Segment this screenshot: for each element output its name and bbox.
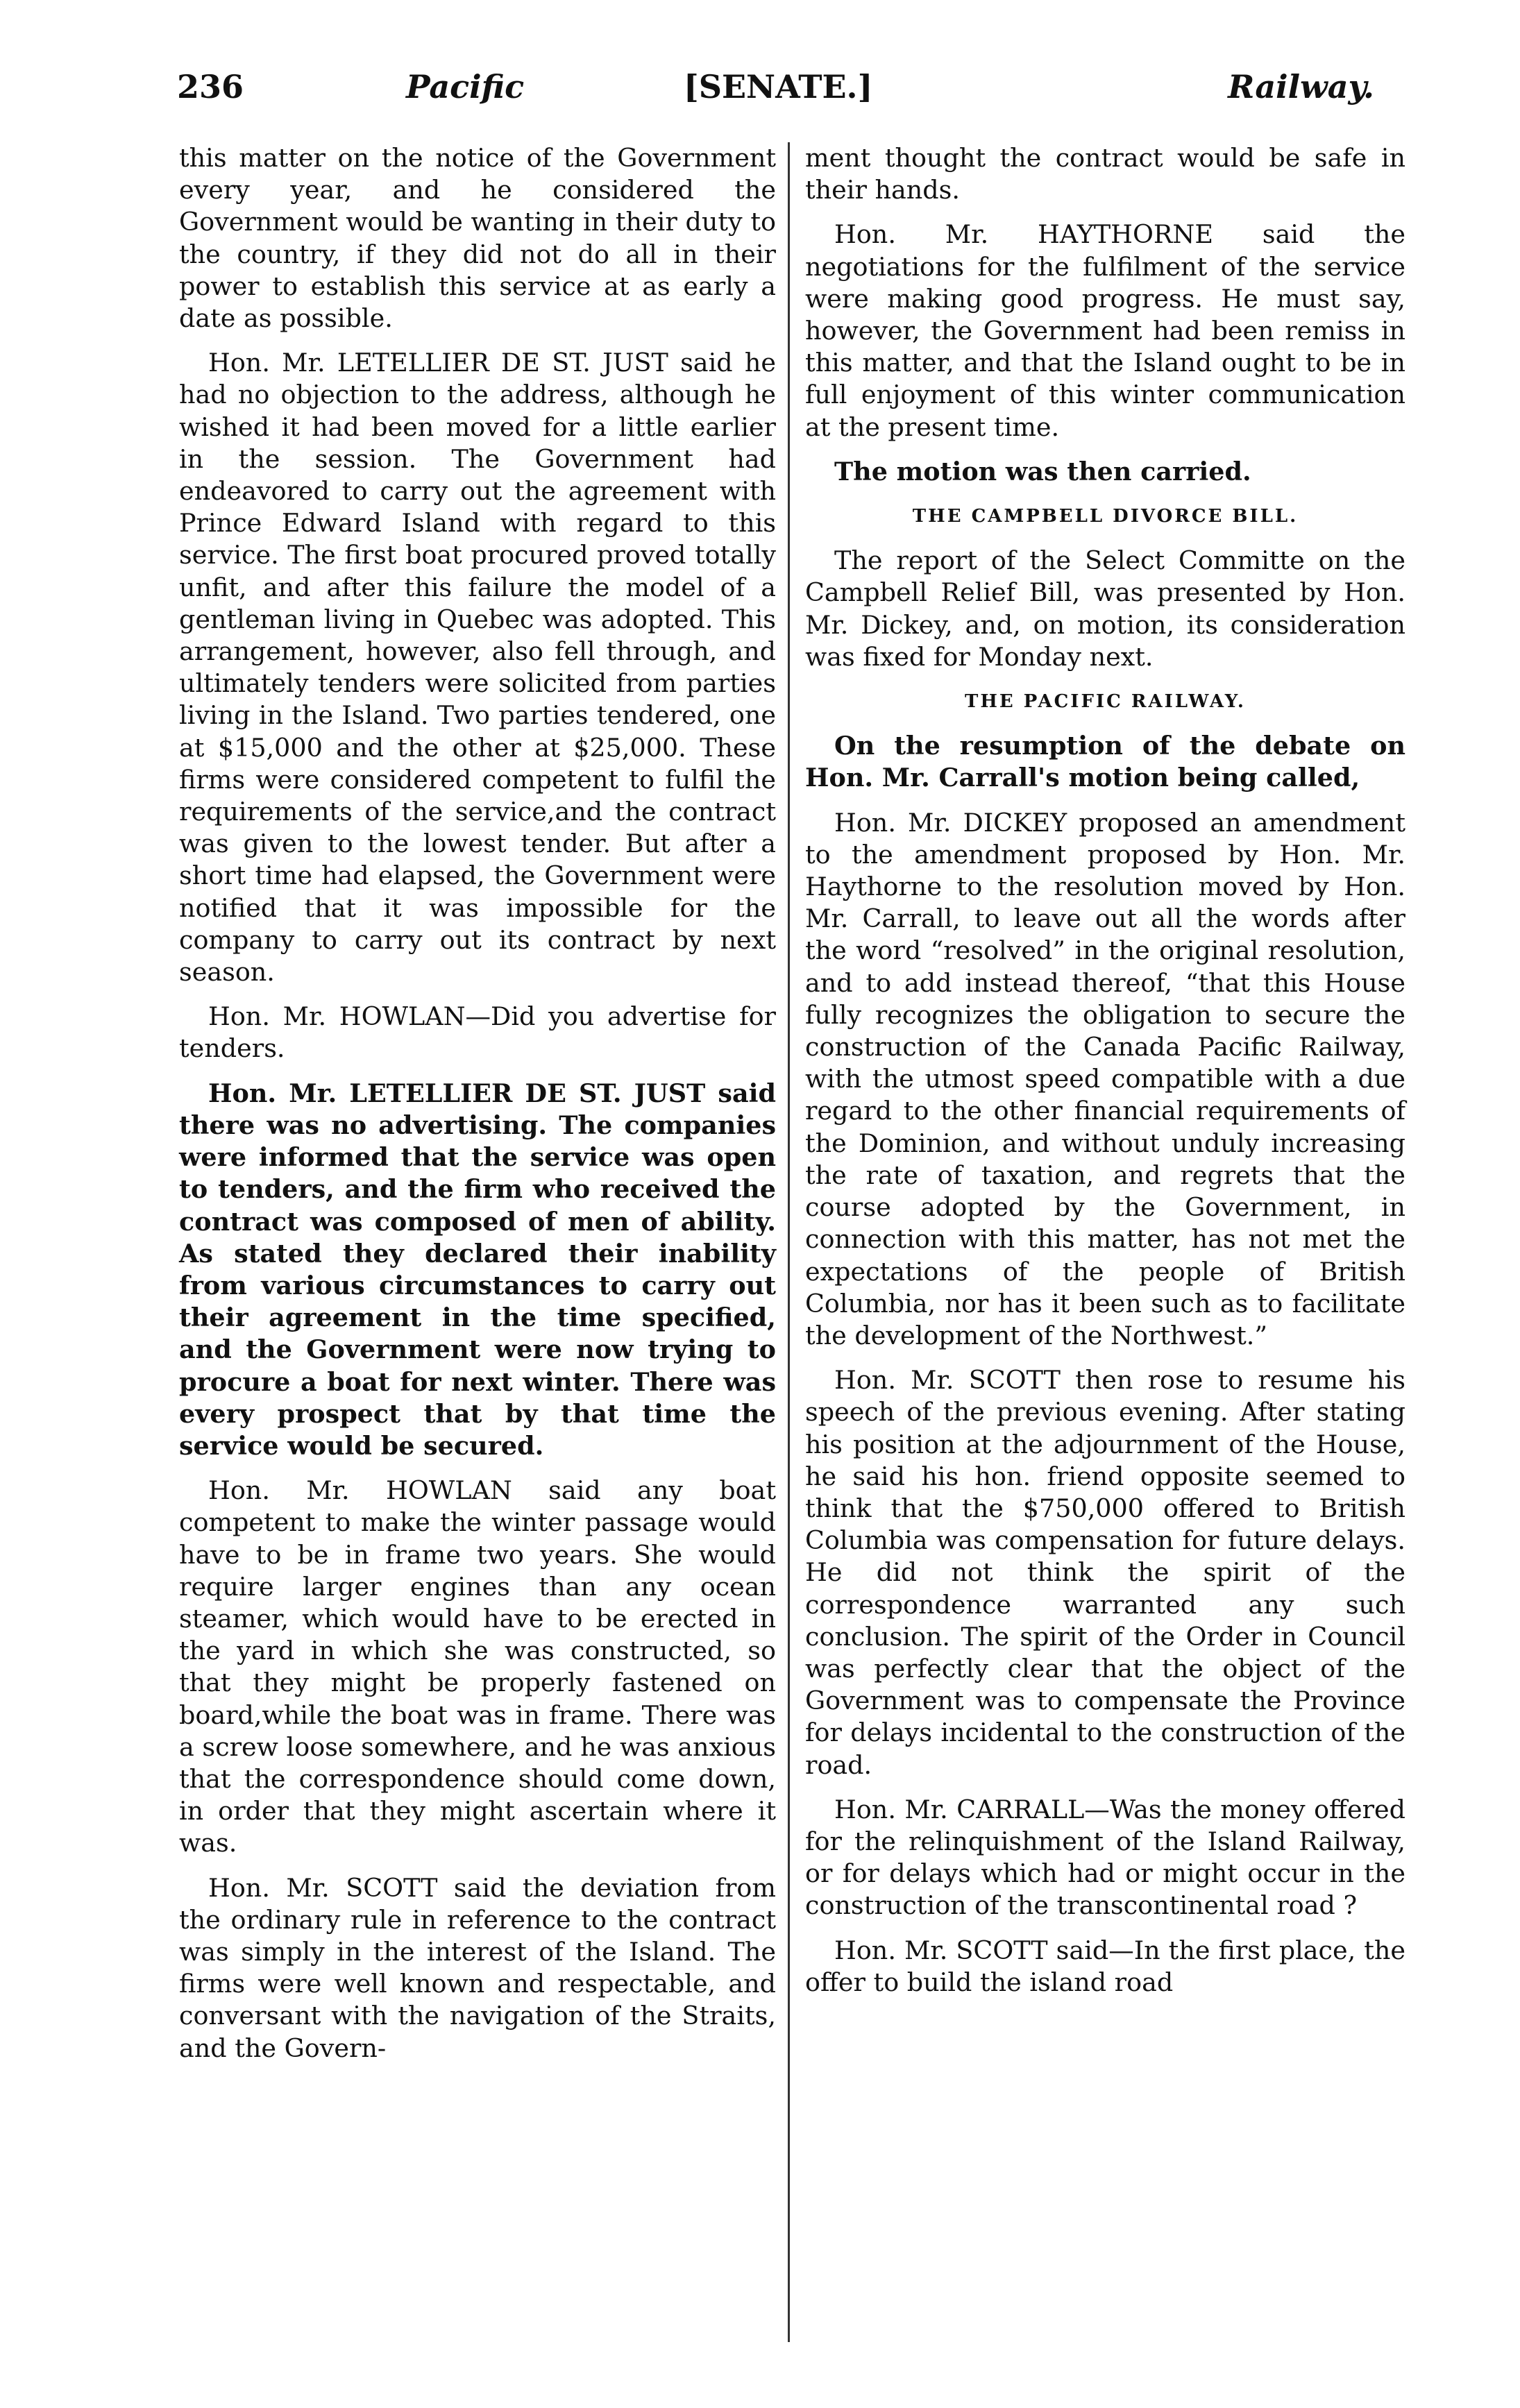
running-title-right: Railway. [1228, 68, 1374, 105]
paragraph: Hon. Mr. DICKEY proposed an amendment to the amendment proposed by Hon. Mr. Haythorne to the resolution moved by Hon. Mr. Carrall, to leave out all the words after the word “resolved” in the original resolution, and to add instead thereof, “that this House fully recognizes the obligation to secure the construction of the Canada Pacific Railway, with the utmost speed compatible with a due regard to the other financial requirements of the Dominion, and without unduly increasing the rate of taxation, and regrets that the course adopted by the Government, in connection with this matter, has not met the expectations of the people of British Columbia, nor has it been such as to facilitate the development of the Northwest.” [805, 807, 1405, 1350]
paragraph: Hon. Mr. HOWLAN—Did you advertise for tenders. [179, 1001, 776, 1064]
paragraph: Hon. Mr. SCOTT said the deviation from the ordinary rule in reference to the contract was simply in the interest of the Island. The firms were well known and respectable, and conversant with the navigation of the Straits, and the Govern- [179, 1872, 776, 2063]
paragraph: Hon. Mr. CARRALL—Was the money offered for the relinquishment of the Island Railway, or for delays which had or might occur in the construction of the transcontinental road ? [805, 1794, 1405, 1921]
paragraph: Hon. Mr. LETELLIER DE ST. JUST said he had no objection to the address, although he wished it had been moved for a little earlier in the session. The Government had endeavored to carry out the agreement with Prince Edward Island with regard to this service. The first boat procured proved totally unfit, and after this failure the model of a gentleman living in Quebec was adopted. This arrangement, however, also fell through, and ultimately tenders were solicited from parties living in the Island. Two parties tendered, one at $15,000 and the other at $25,000. These firms were considered competent to fulfil the requirements of the service,and the contract was given to the lowest tender. But after a short time had elapsed, the Government were notified that it was impossible for the company to carry out its contract by next season. [179, 348, 776, 987]
section-heading: THE CAMPBELL DIVORCE BILL. [912, 506, 1299, 527]
running-title-left: Pacific [406, 68, 525, 105]
paragraph: this matter on the notice of the Government every year, and he considered the Government would be wanting in their duty to the country, if they did not do all in their power to establish this service at as early a date as possible. [179, 143, 776, 334]
right-column [805, 142, 1405, 2011]
paragraph: Hon. Mr. HOWLAN said any boat competent to make the winter passage would have to be in frame two years. She would require larger engines than any ocean steamer, which would have to be erected in the yard in which she was constructed, so that they might be properly fastened on board,while the boat was in frame. There was a screw loose somewhere, and he was anxious that the correspondence should come down, in order that they might ascertain where it was. [179, 1475, 776, 1858]
paragraph: Hon. Mr. SCOTT then rose to resume his speech of the previous evening. After stating his position at the adjournment of the House, he said his hon. friend opposite seemed to think that the $750,000 offered to British Columbia was compensation for future delays. He did not think the spirit of the correspondence warranted any such conclusion. The spirit of the Order in Council was perfectly clear that the object of the Government was to compensate the Province for delays incidental to the construction of the road. [805, 1365, 1405, 1780]
paragraph: ment thought the contract would be safe in their hands. [805, 143, 1405, 205]
paragraph: The report of the Select Committe on the Campbell Relief Bill, was presented by Hon. Mr. Dickey, and, on motion, its consideration was fixed for Monday next. [805, 545, 1405, 672]
paragraph: On the resumption of the debate on Hon. Mr. Carrall's motion being called, [805, 731, 1405, 793]
paragraph: Hon. Mr. SCOTT said—In the first place, the offer to build the island road [805, 1935, 1405, 1997]
running-title-center: [SENATE.] [684, 68, 873, 105]
section-heading: THE PACIFIC RAILWAY. [965, 691, 1246, 713]
page-number: 236 [177, 68, 244, 105]
column-divider [788, 142, 790, 2342]
paragraph: The motion was then carried. [834, 456, 1251, 486]
paragraph: Hon. Mr. HAYTHORNE said the negotiations for the fulfilment of the service were making good progress. He must say, however, the Government had been remiss in this matter, and that the Island ought to be in full enjoyment of this winter communication at the present time. [805, 219, 1405, 442]
paragraph: Hon. Mr. LETELLIER DE ST. JUST said there was no advertising. The companies were informed that the service was open to tenders, and the firm who received the contract was composed of men of ability. As stated they declared their inability from various circumstances to carry out their agreement in the time specified, and the Government were now trying to procure a boat for next winter. There was every prospect that by that time the service would be secured. [179, 1078, 776, 1461]
left-column [179, 142, 776, 2077]
page-header [177, 68, 1374, 117]
